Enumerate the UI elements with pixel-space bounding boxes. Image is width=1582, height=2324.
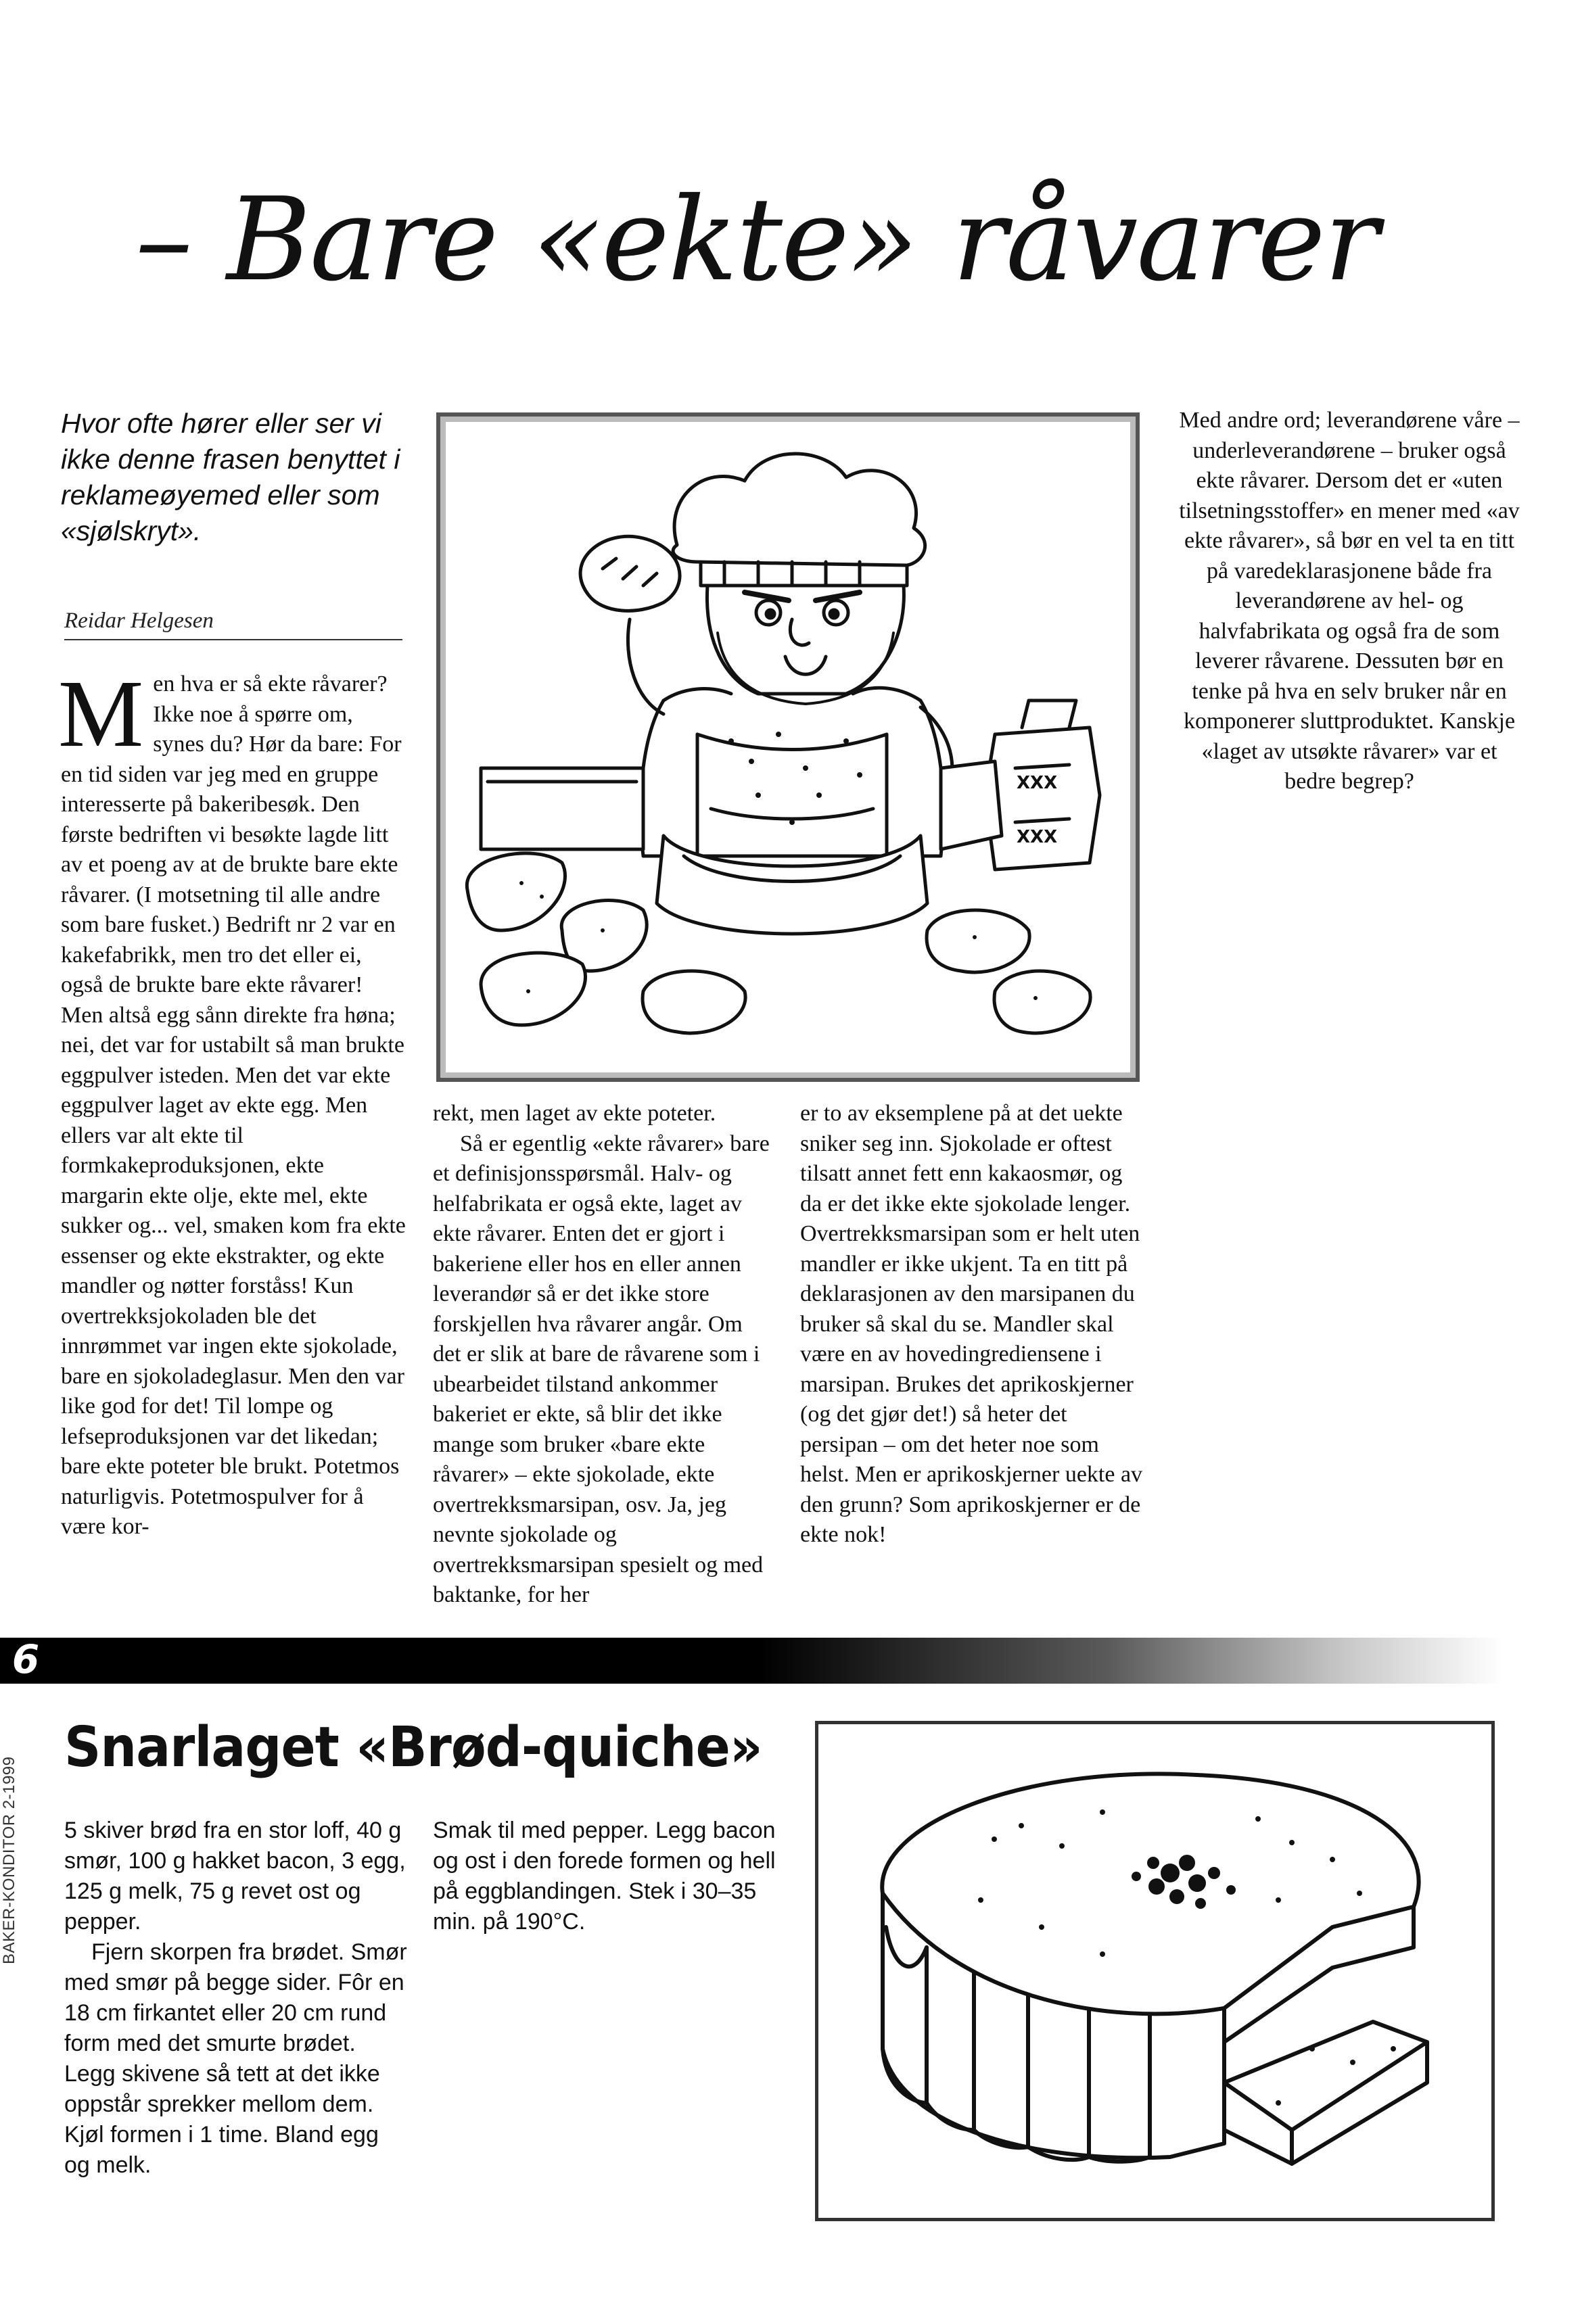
baker-illustration [436,412,1140,1082]
magazine-issue-label: BAKER-KONDITOR 2-1999 [0,1756,18,1964]
baker-drawing [440,417,1136,1078]
article-column-2 [433,1099,771,1611]
sack-label-2: XXX [1017,827,1058,847]
recipe-instructions: Fjern skorpen fra brødet. Smør med smør på begge sider. Fôr en 18 cm firkantet eller 20 cm rund form med det smurte brødet. Legg skivene så tett at det ikke oppstår sprekker mellom dem. Kjøl formen i 1 time. Bland egg og melk. [64,1939,407,2178]
article-column-3: er to av eksemplene på at det uekte sniker seg inn. Sjokolade er oftest tilsatt annet fett enn kakaosmør, og da er det ikke ekte sjokolade lenger. Overtrekksmarsipan som er helt uten mandler er ikke ukjent. Ta en titt på deklarasjonen av den marsipanen du bruker så skal du se. Mandler skal være en av hovedingrediensene i marsipan. Brukes det aprikoskjerner (og det gjør det!) så heter det persipan – om det heter noe som helst. Men er aprikoskjerner uekte av den grunn? Som aprikoskjerner er de ekte nok! [800,1101,1143,1547]
article-column-1 [58,660,406,1542]
recipe-title: Snarlaget «Brød-quiche» [64,1715,762,1780]
recipe-column-2: Smak til med pepper. Legg bacon og ost i den forede formen og hell på eggblandingen. Stek i 30–35 min. på 190°C. [433,1818,776,1935]
drop-cap: M [58,660,144,767]
article-column-4: Med andre ord; leverandørene våre – underleverandørene – bruker også ekte råvarer. Dersom det er «uten tilsetningsstoffer» en mener med «av ekte råvarer», så bør en vel ta en titt på varedeklarasjonene både fra leverandørene av hel- og halvfabrikata og også fra de som leverer råvarene. Dessuten bør en tenke på hva en selv bruker når en komponerer sluttproduktet. Kanskje «laget av utsøkte råvarer» var et bedre begrep? [1179,408,1520,794]
sack-label-1: XXX [1017,773,1058,793]
column-2-paragraph-1: rekt, men laget av ekte poteter. [433,1101,716,1126]
section-band [0,1638,1582,1684]
quiche-drawing [818,1724,1491,2218]
column-2-paragraph-2: Så er egentlig «ekte råvarer» bare et definisjonsspørsmål. Halv- og helfabrikata er også ekte, laget av ekte råvarer. Enten det er gjort i bakeriene eller hos en eller annen leverandør så er det ikke store forskjellen hva råvarer angår. Om det er slik at bare de råvarene som i ubearbeidet tilstand ankommer bakeriet er ekte, så blir det ikke mange som bruker «bare ekte råvarer» – ekte sjokolade, ekte overtrekksmarsipan, osv. Ja, jeg nevnte sjokolade og overtrekksmarsipan spesielt og med baktanke, for her [433,1131,770,1607]
page-number: 6 [11,1636,40,1682]
article-title: – Bare «ekte» råvarer [135,173,1378,307]
quiche-illustration [815,1721,1495,2221]
article-lead: Hvor ofte hører eller ser vi ikke denne frasen benyttet i reklameøyemed eller som «sjølskryt». [61,408,400,546]
recipe-column-1 [64,1816,409,2181]
recipe-ingredients: 5 skiver brød fra en stor loff, 40 g smør, 100 g hakket bacon, 3 egg, 125 g melk, 75 g revet ost og pepper. [64,1818,406,1935]
column-1-text: en hva er så ekte råvarer? Ikke noe å spørre om, synes du? Hør da bare: For en tid siden var jeg med en gruppe interesserte på bakeribesøk. Den første bedriften vi besøkte lagde litt av et poeng av at de brukte bare ekte råvarer. (I motsetning til alle andre som bare fusket.) Bedrift nr 2 var en kakefabrikk, men tro det eller ei, også de brukte bare ekte råvarer! Men altså egg sånn direkte fra høna; nei, det var for ustabilt så man brukte eggpulver isteden. Men det var ekte eggpulver laget av ekte egg. Men ellers var alt ekte til formkakeproduksjonen, ekte margarin ekte olje, ekte mel, ekte sukker og... vel, smaken kom fra ekte essenser og ekte ekstrakter, og ekte mandler og nøtter forståss! Kun overtrekksjokoladen ble det innrømmet var ingen ekte sjokolade, bare en sjokoladeglasur. Men den var like god for det! Til lompe og lefseproduksjonen var det likedan; bare ekte poteter ble brukt. Potetmos naturligvis. Potetmospulver for å være kor- [61,671,406,1539]
byline: Reidar Helgesen [64,609,402,640]
